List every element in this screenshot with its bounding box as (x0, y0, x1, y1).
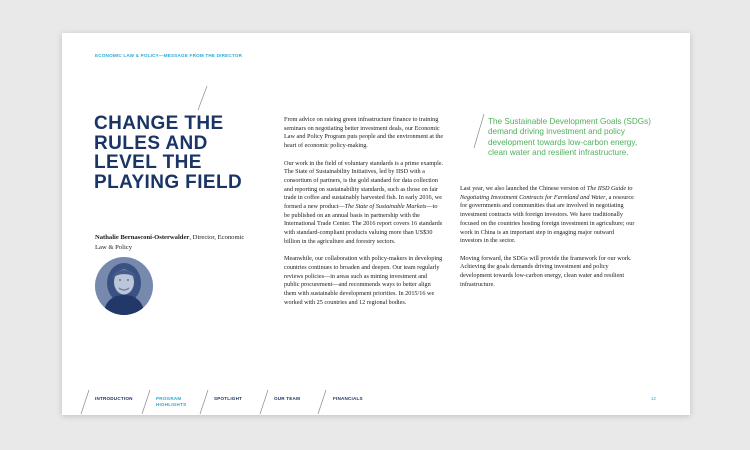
nav-slash (198, 389, 210, 415)
body-paragraph (284, 160, 444, 247)
nav-item-introduction[interactable]: INTRODUCTION (95, 396, 133, 401)
text-run: , a resource for governments and communities that are involved in negotiating investment contracts with foreign investors. We have traditionally focused on the countries hosting foreign investment in agriculture; our work in China is an important step in engaging major outward investors in the sector. (460, 193, 635, 245)
nav-label-line: PROGRAM (156, 396, 182, 401)
decorative-slash-top (192, 85, 212, 111)
title-line: LEVEL THE (94, 152, 202, 173)
document-page (62, 33, 690, 415)
author-portrait (95, 257, 153, 315)
author-byline (95, 233, 255, 252)
title-line: RULES AND (94, 132, 208, 154)
body-column-right (460, 185, 636, 298)
author-role: , Director, Economic Law & Policy (95, 234, 245, 251)
body-paragraph: Moving forward, the SDGs will provide the framework for our work. Achieving the goals demands driving investment and policy development towards low-carbon energy, clean water and resilient infrastructure. (460, 254, 632, 288)
title-line: PLAYING FIELD (94, 171, 243, 193)
nav-slash (316, 389, 328, 415)
page-title (94, 114, 242, 192)
nav-label-line: HIGHLIGHTS (156, 401, 187, 407)
body-paragraph: Meanwhile, our collaboration with policy-makers in developing countries continues to broaden and deepen. Our team regularly reviews policies—in areas such as mining investment and public procurement—and recommends ways to better align them with sustainable development priorities. In 2015/16 we worked with 25 countries and 12 regional bodies. (284, 255, 443, 306)
nav-item-spotlight[interactable]: SPOTLIGHT (214, 396, 243, 401)
nav-item-financials[interactable]: FINANCIALS (333, 396, 363, 401)
author-name: Nathalie Bernasconi-Osterwalder (95, 234, 190, 241)
nav-slash (258, 389, 270, 415)
nav-slash (79, 389, 91, 415)
text-run: Our work in the field of voluntary standards is a prime example. The State of Sustainability Initiatives, led by IISD with a consortium of partners, is the gold standard for data collection and reporting on sustainability standards, such as those on fair trade in coffee and sustainably harvested fish. In early 2016, we formed a new product— (284, 159, 444, 211)
nav-slash (140, 389, 152, 415)
text-run: Last year, we also launched the Chinese version of (460, 185, 587, 192)
body-paragraph (460, 185, 636, 246)
title-line: CHANGE THE (94, 113, 224, 134)
body-column-middle (284, 116, 444, 316)
pull-quote: The Sustainable Development Goals (SDGs) demand driving investment and policy development towards low-carbon energy, clean water and resilient infrastructure. (488, 117, 651, 158)
page-number: 12 (650, 396, 656, 401)
nav-item-our-team[interactable]: OUR TEAM (274, 396, 301, 401)
body-paragraph: From advice on raising green infrastructure finance to training seminars on negotiating better investment deals, our Economic Law and Policy Program puts people and the environment at the heart of economic policy-making. (284, 116, 444, 150)
decorative-slash-quote (470, 113, 488, 149)
footer-navigation (62, 389, 690, 415)
publication-title: The IISD Guide to Negotiating Investment Contracts for Farmland and Water (460, 185, 633, 201)
publication-title: The State of Sustainable Markets (344, 203, 427, 211)
running-head: ECONOMIC LAW & POLICY—MESSAGE FROM THE DIRECTOR (95, 53, 243, 58)
nav-item-program-highlights[interactable] (156, 396, 186, 408)
text-run: —to be published on an annual basis in partnership with the International Trade Center. The 2016 report covers 16 standards with standard-compliant products valuing more than US$30 billion in the agriculture and forestry sectors. (284, 203, 443, 245)
